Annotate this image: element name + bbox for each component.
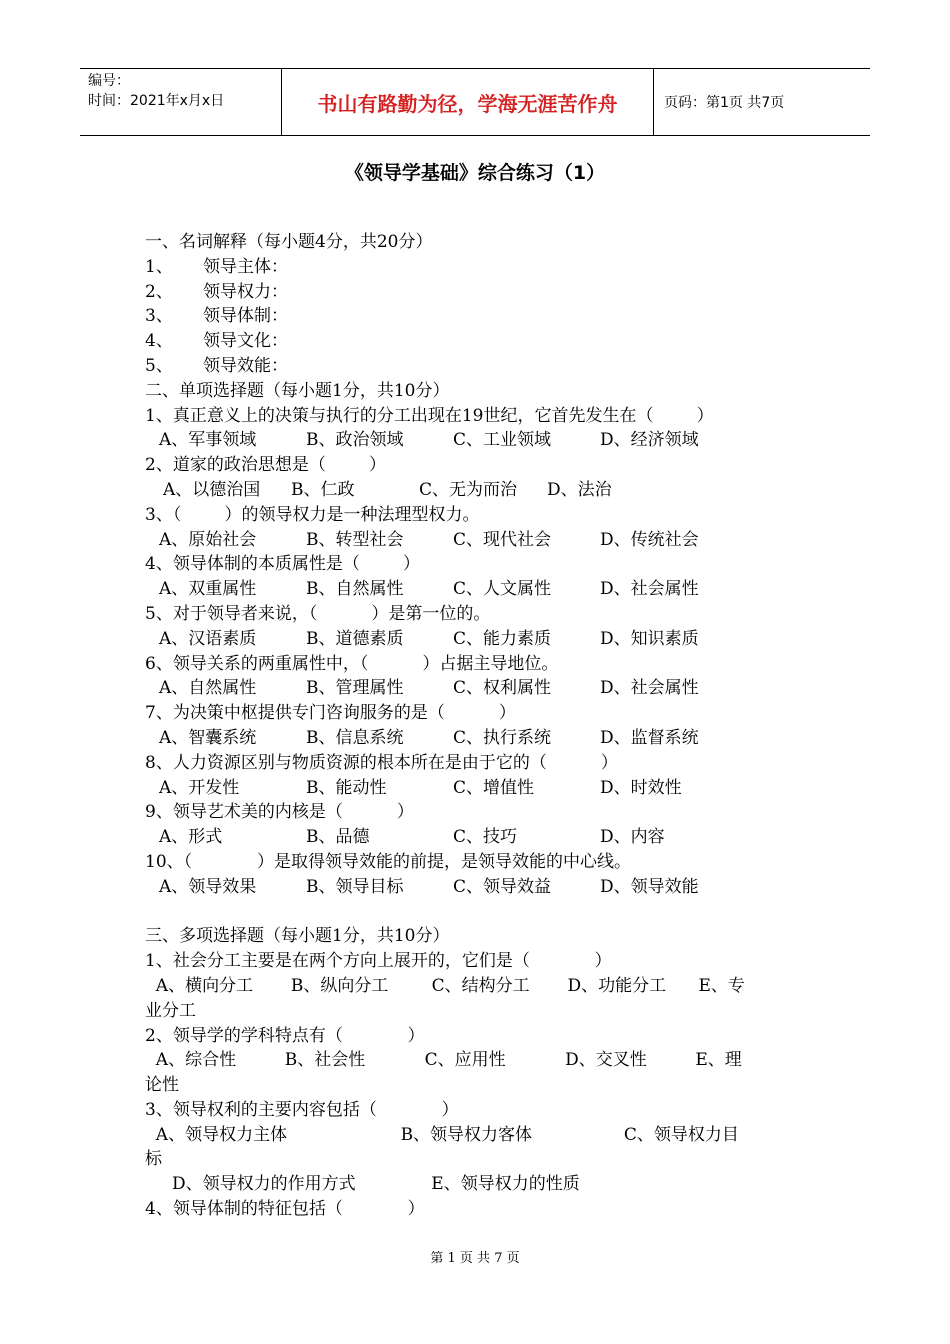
option-b: B、信息系统: [306, 727, 404, 748]
question: 10、（ ）是取得领导效能的前提，是领导效能的中心线。: [145, 851, 631, 872]
option-row: [145, 627, 805, 652]
option-c: C、领导效益: [453, 876, 552, 897]
option-d: D、社会属性: [600, 678, 699, 699]
option-b: B、领导目标: [306, 876, 404, 897]
term-number: 1、: [145, 256, 173, 277]
option-a: A、开发性: [159, 777, 240, 798]
term-item: [145, 354, 805, 379]
option-row: A、领导权力主体 B、领导权力客体 C、领导权力目: [145, 1124, 739, 1145]
option-a: A、军事领域: [159, 430, 257, 451]
option-row: [145, 577, 805, 602]
question: 7、为决策中枢提供专门咨询服务的是（ ）: [145, 703, 516, 724]
option-d: D、经济领域: [600, 430, 699, 451]
option-b: B、转型社会: [306, 529, 404, 550]
term-number: 4、: [145, 331, 173, 352]
question: 3、领导权利的主要内容包括（ ）: [145, 1099, 459, 1120]
term-item: [145, 280, 805, 305]
option-a: A、自然属性: [159, 678, 257, 699]
option-a: A、智囊系统: [159, 727, 257, 748]
option-d: D、法治: [547, 479, 612, 500]
document-body: [145, 230, 805, 1222]
option-d: D、传统社会: [600, 529, 699, 550]
option-row: [145, 428, 805, 453]
option-a: A、形式: [159, 827, 223, 848]
option-c: C、能力素质: [453, 628, 552, 649]
option-continuation: 业分工: [145, 1000, 196, 1021]
option-a: A、双重属性: [159, 579, 257, 600]
question: 4、领导体制的特征包括（ ）: [145, 1199, 425, 1220]
question: 6、领导关系的两重属性中，（ ）占据主导地位。: [145, 653, 559, 674]
document-title: 《领导学基础》综合练习（1）: [344, 162, 606, 184]
page-header: [80, 68, 870, 136]
term-number: 3、: [145, 306, 173, 327]
term-item: [145, 304, 805, 329]
code-label: 编号：: [88, 73, 130, 89]
option-c: C、工业领域: [453, 430, 552, 451]
option-row: [145, 528, 805, 553]
option-d: D、社会属性: [600, 579, 699, 600]
header-motto: 书山有路勤为径，学海无涯苦作舟: [282, 69, 654, 135]
option-b: B、政治领域: [306, 430, 404, 451]
term-text: 领导主体：: [203, 256, 288, 277]
option-row: [145, 676, 805, 701]
option-a: A、原始社会: [159, 529, 257, 550]
option-b: B、能动性: [306, 777, 387, 798]
section-heading: 一、名词解释（每小题4分，共20分）: [145, 232, 433, 252]
option-d: D、时效性: [600, 777, 682, 798]
option-continuation: 标: [145, 1149, 162, 1170]
question: 5、对于领导者来说，（ ）是第一位的。: [145, 603, 491, 624]
option-d: D、领导效能: [600, 876, 699, 897]
question: 3、（ ）的领导权力是一种法理型权力。: [145, 504, 480, 525]
option-d: D、内容: [600, 827, 665, 848]
question: 2、道家的政治思想是（ ）: [145, 455, 387, 476]
term-text: 领导效能：: [203, 355, 288, 376]
term-item: [145, 255, 805, 280]
option-a: A、以德治国: [163, 479, 261, 500]
term-item: [145, 329, 805, 354]
option-b: B、管理属性: [306, 678, 404, 699]
blank-line: [145, 900, 805, 925]
option-c: C、无为而治: [419, 479, 518, 500]
term-text: 领导文化：: [203, 331, 288, 352]
option-c: C、人文属性: [453, 579, 552, 600]
option-row: A、综合性 B、社会性 C、应用性 D、交叉性 E、理: [145, 1050, 742, 1071]
page-footer: 第 1 页 共 7 页: [430, 1251, 520, 1266]
header-page-info: 页码：第1页 共7页: [664, 95, 785, 111]
section-heading: 二、单项选择题（每小题1分，共10分）: [145, 380, 450, 401]
term-number: 2、: [145, 281, 173, 302]
option-c: C、现代社会: [453, 529, 552, 550]
option-row: D、领导权力的作用方式 E、领导权力的性质: [145, 1174, 580, 1195]
question: 1、社会分工主要是在两个方向上展开的，它们是（ ）: [145, 951, 612, 972]
question: 8、人力资源区别与物质资源的根本所在是由于它的（ ）: [145, 752, 618, 773]
option-c: C、执行系统: [453, 727, 552, 748]
question: 9、领导艺术美的内核是（ ）: [145, 802, 414, 823]
date-label: 时间：2021年x月x日: [88, 93, 225, 109]
question: 1、真正意义上的决策与执行的分工出现在19世纪，它首先发生在（ ）: [145, 405, 714, 426]
term-text: 领导权力：: [203, 281, 288, 302]
option-d: D、知识素质: [600, 628, 699, 649]
option-row: A、横向分工 B、纵向分工 C、结构分工 D、功能分工 E、专: [145, 975, 745, 996]
option-b: B、自然属性: [306, 579, 404, 600]
option-b: B、仁政: [291, 479, 355, 500]
option-row: [145, 825, 805, 850]
option-row: [145, 726, 805, 751]
option-c: C、权利属性: [453, 678, 552, 699]
option-row: [145, 776, 805, 801]
question: 2、领导学的学科特点有（ ）: [145, 1025, 425, 1046]
option-a: A、汉语素质: [159, 628, 257, 649]
option-c: C、增值性: [453, 777, 535, 798]
question: 4、领导体制的本质属性是（ ）: [145, 554, 421, 575]
section-heading: 三、多项选择题（每小题1分，共10分）: [145, 926, 450, 947]
option-c: C、技巧: [453, 827, 518, 848]
header-meta: [80, 69, 282, 135]
term-text: 领导体制：: [203, 306, 288, 327]
option-row: [145, 875, 805, 900]
option-continuation: 论性: [145, 1075, 179, 1096]
term-number: 5、: [145, 355, 173, 376]
option-b: B、道德素质: [306, 628, 404, 649]
option-b: B、品德: [306, 827, 370, 848]
option-a: A、领导效果: [159, 876, 257, 897]
option-row: [145, 478, 805, 503]
option-d: D、监督系统: [600, 727, 699, 748]
